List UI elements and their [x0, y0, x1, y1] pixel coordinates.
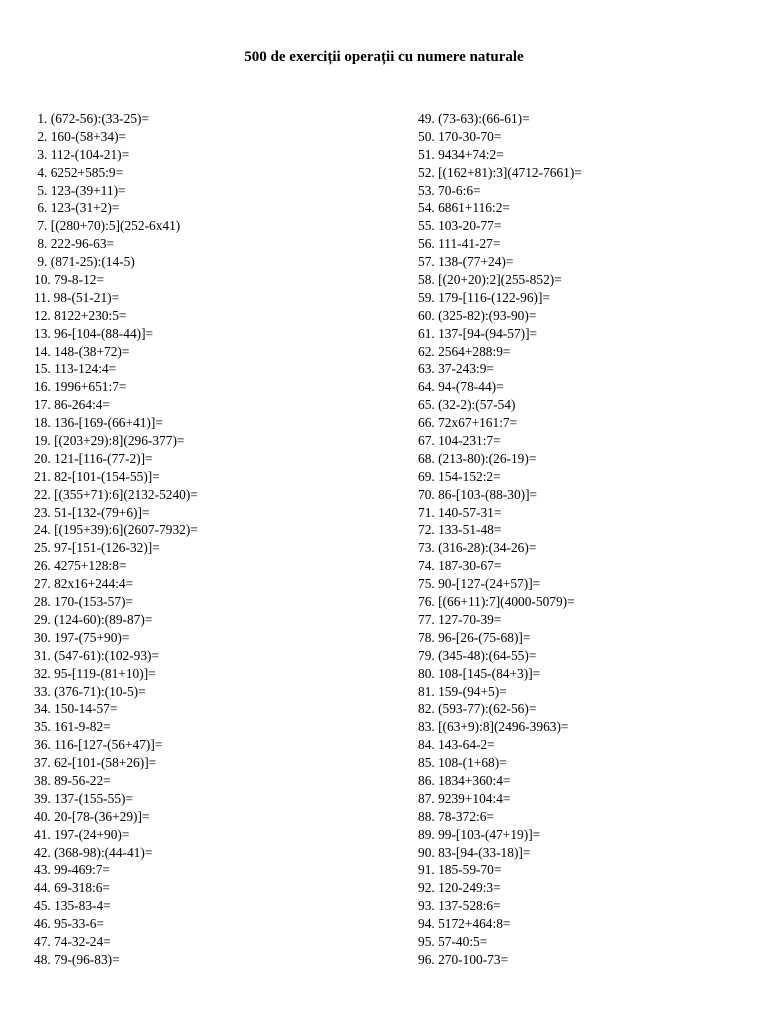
- exercise-item: 95. 57-40:5=: [418, 933, 488, 949]
- exercise-item: 38. 89-56-22=: [34, 772, 111, 788]
- exercise-item: 61. 137-[94-(94-57)]=: [418, 325, 538, 341]
- exercise-item: 75. 90-[127-(24+57)]=: [418, 576, 541, 592]
- exercise-item: 49. (73-63):(66-61)=: [418, 111, 530, 126]
- exercise-item: 67. 104-231:7=: [418, 433, 501, 449]
- exercise-item: 25. 97-[151-(126-32)]=: [34, 540, 160, 556]
- exercise-item: 35. 161-9-82=: [34, 719, 111, 735]
- exercise-item: 9. (871-25):(14-5): [34, 254, 135, 270]
- exercise-item: 11. 98-(51-21)=: [34, 289, 120, 305]
- exercise-item: 68. (213-80):(26-19)=: [418, 450, 537, 466]
- exercise-item: 1. (672-56):(33-25)=: [34, 111, 150, 126]
- exercise-item: 27. 82x16+244:4=: [34, 576, 134, 592]
- exercise-item: 77. 127-70-39=: [418, 611, 502, 627]
- exercise-item: 37. 62-[101-(58+26)]=: [34, 755, 157, 771]
- exercise-item: 8. 222-96-63=: [34, 236, 115, 252]
- exercise-item: 34. 150-14-57=: [34, 701, 118, 717]
- exercise-item: 40. 20-[78-(36+29)]=: [34, 808, 150, 824]
- exercise-item: 86. 1834+360:4=: [418, 772, 511, 788]
- exercise-item: 20. 121-[116-(77-2)]=: [34, 450, 153, 466]
- exercise-item: 56. 111-41-27=: [418, 236, 501, 252]
- exercise-item: 81. 159-(94+5)=: [418, 683, 507, 699]
- exercise-item: 62. 2564+288:9=: [418, 343, 511, 359]
- exercise-item: 91. 185-59-70=: [418, 862, 502, 878]
- exercise-item: 47. 74-32-24=: [34, 933, 111, 949]
- exercise-item: 43. 99-469:7=: [34, 862, 110, 878]
- exercise-item: 52. [(162+81):3](4712-7661)=: [418, 164, 582, 180]
- exercise-item: 90. 83-[94-(33-18)]=: [418, 844, 531, 860]
- exercise-item: 45. 135-83-4=: [34, 898, 111, 914]
- exercise-item: 87. 9239+104:4=: [418, 790, 511, 806]
- exercise-item: 53. 70-6:6=: [418, 182, 481, 198]
- exercise-item: 63. 37-243:9=: [418, 361, 494, 377]
- exercise-item: 3. 112-(104-21)=: [34, 146, 130, 162]
- exercise-item: 12. 8122+230:5=: [34, 307, 127, 323]
- exercise-item: 32. 95-[119-(81+10)]=: [34, 665, 156, 681]
- exercise-item: 39. 137-(155-55)=: [34, 790, 134, 806]
- exercise-item: 57. 138-(77+24)=: [418, 254, 514, 270]
- exercise-item: 85. 108-(1+68)=: [418, 755, 507, 771]
- exercise-item: 66. 72x67+161:7=: [418, 415, 518, 431]
- exercise-item: 2. 160-(58+34)=: [34, 128, 127, 144]
- exercise-item: 80. 108-[145-(84+3)]=: [418, 665, 541, 681]
- page-title: 500 de exerciții operații cu numere naturale: [244, 49, 524, 65]
- exercise-item: 60. (325-82):(93-90)=: [418, 307, 537, 323]
- exercise-item: 73. (316-28):(34-26)=: [418, 540, 537, 556]
- exercise-item: 70. 86-[103-(88-30)]=: [418, 486, 538, 502]
- exercise-item: 22. [(355+71):6](2132-5240)=: [34, 486, 198, 502]
- exercise-item: 94. 5172+464:8=: [418, 916, 511, 932]
- exercise-item: 76. [(66+11):7](4000-5079)=: [418, 594, 575, 610]
- exercise-item: 74. 187-30-67=: [418, 558, 502, 574]
- exercise-item: 4. 6252+585:9=: [34, 164, 124, 180]
- exercise-item: 54. 6861+116:2=: [418, 200, 510, 216]
- exercise-list-left: [34, 110, 394, 969]
- exercise-item: 6. 123-(31+2)=: [34, 200, 120, 216]
- exercise-item: 58. [(20+20):2](255-852)=: [418, 272, 562, 288]
- exercise-item: 16. 1996+651:7=: [34, 379, 127, 395]
- exercise-item: 88. 78-372:6=: [418, 808, 494, 824]
- exercise-item: 29. (124-60):(89-87)=: [34, 611, 153, 627]
- exercise-item: 7. [(280+70):5](252-6x41): [34, 218, 181, 234]
- exercise-item: 36. 116-[127-(56+47)]=: [34, 737, 163, 753]
- exercise-item: 23. 51-[132-(79+6)]=: [34, 504, 150, 520]
- exercise-item: 5. 123-(39+11)=: [34, 182, 126, 198]
- exercise-item: 14. 148-(38+72)=: [34, 343, 130, 359]
- exercise-item: 42. (368-98):(44-41)=: [34, 844, 153, 860]
- exercise-item: 69. 154-152:2=: [418, 468, 501, 484]
- exercise-item: 19. [(203+29):8](296-377)=: [34, 433, 185, 449]
- exercise-item: 65. (32-2):(57-54): [418, 397, 516, 413]
- exercise-item: 46. 95-33-6=: [34, 916, 105, 932]
- exercise-item: 15. 113-124:4=: [34, 361, 117, 377]
- exercise-item: 78. 96-[26-(75-68)]=: [418, 629, 531, 645]
- exercise-list-right: [418, 110, 758, 969]
- exercise-item: 59. 179-[116-(122-96)]=: [418, 289, 551, 305]
- exercise-item: 24. [(195+39):6](2607-7932)=: [34, 522, 198, 538]
- exercise-item: 92. 120-249:3=: [418, 880, 501, 896]
- exercise-item: 72. 133-51-48=: [418, 522, 502, 538]
- exercise-item: 51. 9434+74:2=: [418, 146, 504, 162]
- exercise-item: 26. 4275+128:8=: [34, 558, 127, 574]
- exercise-item: 79. (345-48):(64-55)=: [418, 647, 537, 663]
- exercise-item: 55. 103-20-77=: [418, 218, 502, 234]
- exercise-item: 44. 69-318:6=: [34, 880, 110, 896]
- exercise-item: 21. 82-[101-(154-55)]=: [34, 468, 160, 484]
- exercise-item: 89. 99-[103-(47+19)]=: [418, 826, 541, 842]
- exercise-item: 82. (593-77):(62-56)=: [418, 701, 537, 717]
- exercise-item: 64. 94-(78-44)=: [418, 379, 504, 395]
- exercise-item: 71. 140-57-31=: [418, 504, 502, 520]
- exercise-item: 17. 86-264:4=: [34, 397, 110, 413]
- exercise-item: 30. 197-(75+90)=: [34, 629, 130, 645]
- exercise-item: 50. 170-30-70=: [418, 128, 502, 144]
- exercise-item: 31. (547-61):(102-93)=: [34, 647, 160, 663]
- exercise-item: 10. 79-8-12=: [34, 272, 105, 288]
- exercise-item: 18. 136-[169-(66+41)]=: [34, 415, 163, 431]
- exercise-item: 41. 197-(24+90)=: [34, 826, 130, 842]
- exercise-item: 96. 270-100-73=: [418, 951, 509, 967]
- exercise-item: 13. 96-[104-(88-44)]=: [34, 325, 154, 341]
- exercise-item: 93. 137-528:6=: [418, 898, 501, 914]
- exercise-item: 33. (376-71):(10-5)=: [34, 683, 146, 699]
- exercise-item: 48. 79-(96-83)=: [34, 951, 120, 967]
- exercise-item: 28. 170-(153-57)=: [34, 594, 134, 610]
- exercise-item: 83. [(63+9):8](2496-3963)=: [418, 719, 569, 735]
- exercise-item: 84. 143-64-2=: [418, 737, 495, 753]
